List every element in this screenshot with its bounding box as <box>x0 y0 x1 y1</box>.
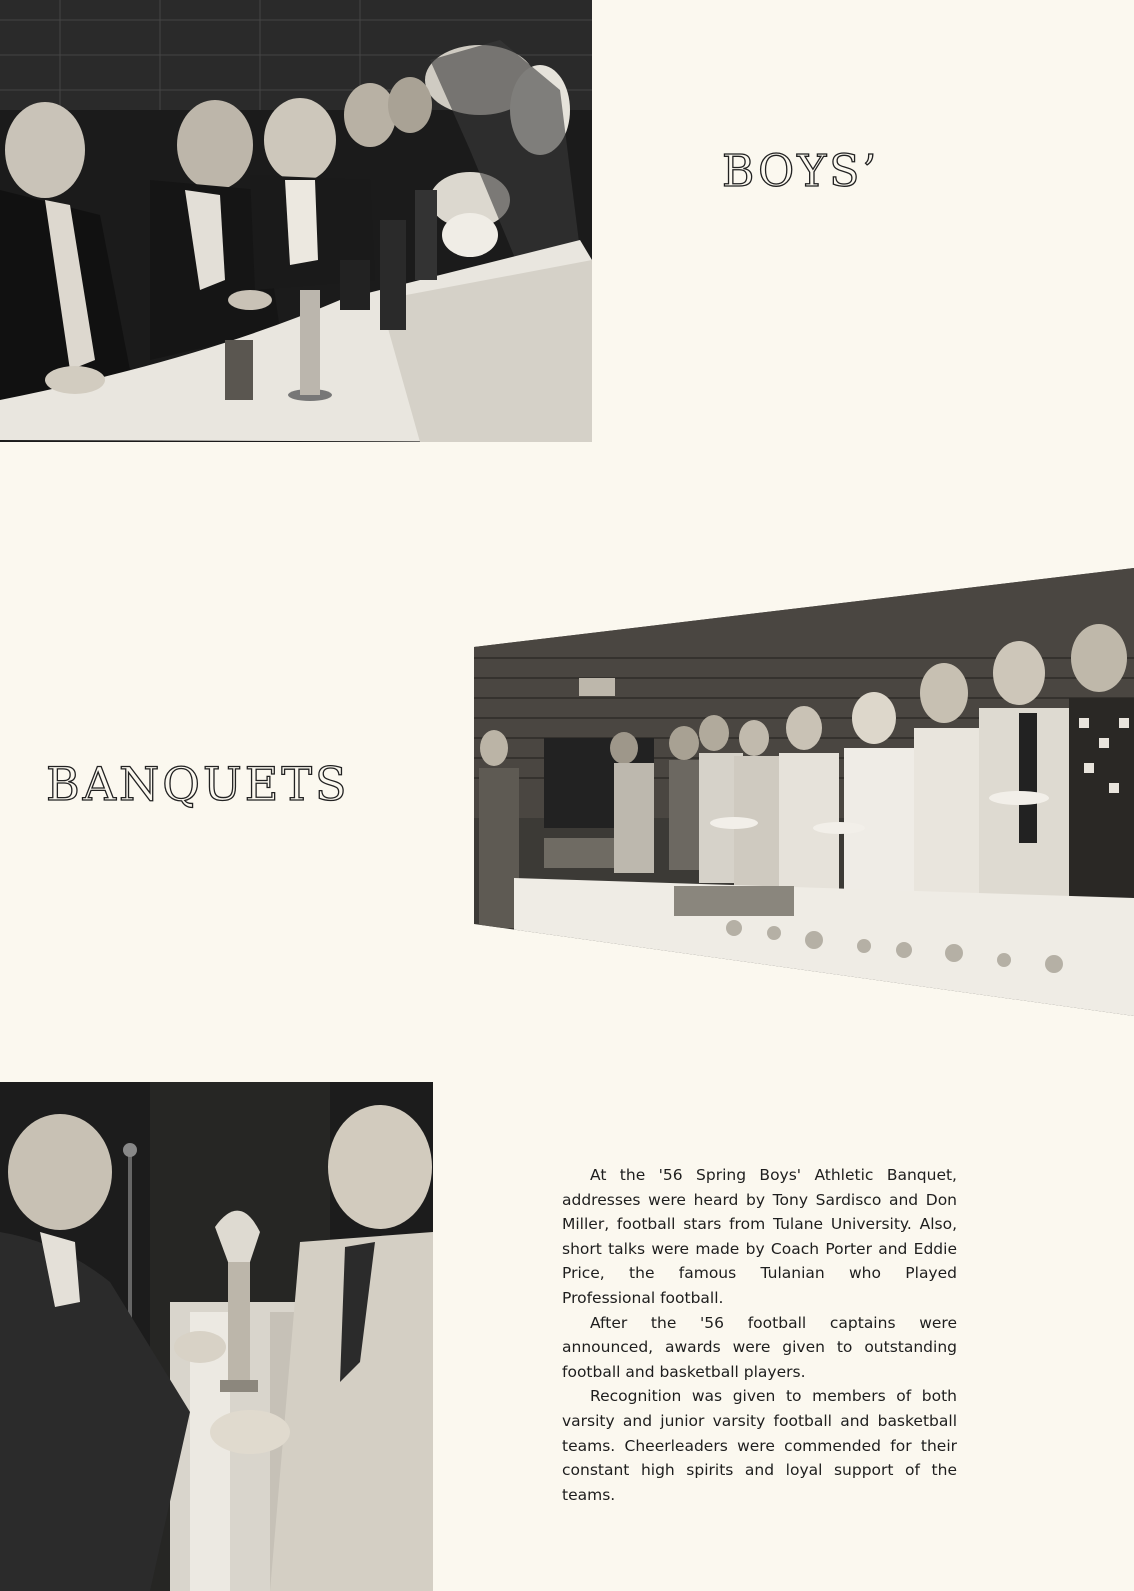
trophy-presentation-photo-icon <box>0 1082 433 1591</box>
buffet-line-photo-icon <box>474 568 1134 1016</box>
article-paragraph-2: After the '56 football captains were announced, awards were given to outstanding football and basketball players. <box>562 1313 957 1381</box>
heading-boys: BOYS’ <box>722 146 880 197</box>
banquet-table-photo <box>0 0 592 442</box>
article-paragraph-3: Recognition was given to members of both varsity and junior varsity football and basketball teams. Cheerleaders were commended for their constant high spirits and loyal support of the teams. <box>562 1387 957 1504</box>
article-paragraph-1: At the '56 Spring Boys' Athletic Banquet, addresses were heard by Tony Sardisco and Don Miller, football stars from Tulane University. Also, short talks were made by Coach Porter and Eddie Price, the famous Tulanian who Played Professional football. <box>562 1166 957 1307</box>
buffet-line-photo <box>474 568 1134 1016</box>
trophy-presentation-photo <box>0 1082 433 1591</box>
heading-banquets: BANQUETS <box>46 757 350 811</box>
article-text <box>562 1163 957 1507</box>
banquet-table-photo-icon <box>0 0 592 442</box>
